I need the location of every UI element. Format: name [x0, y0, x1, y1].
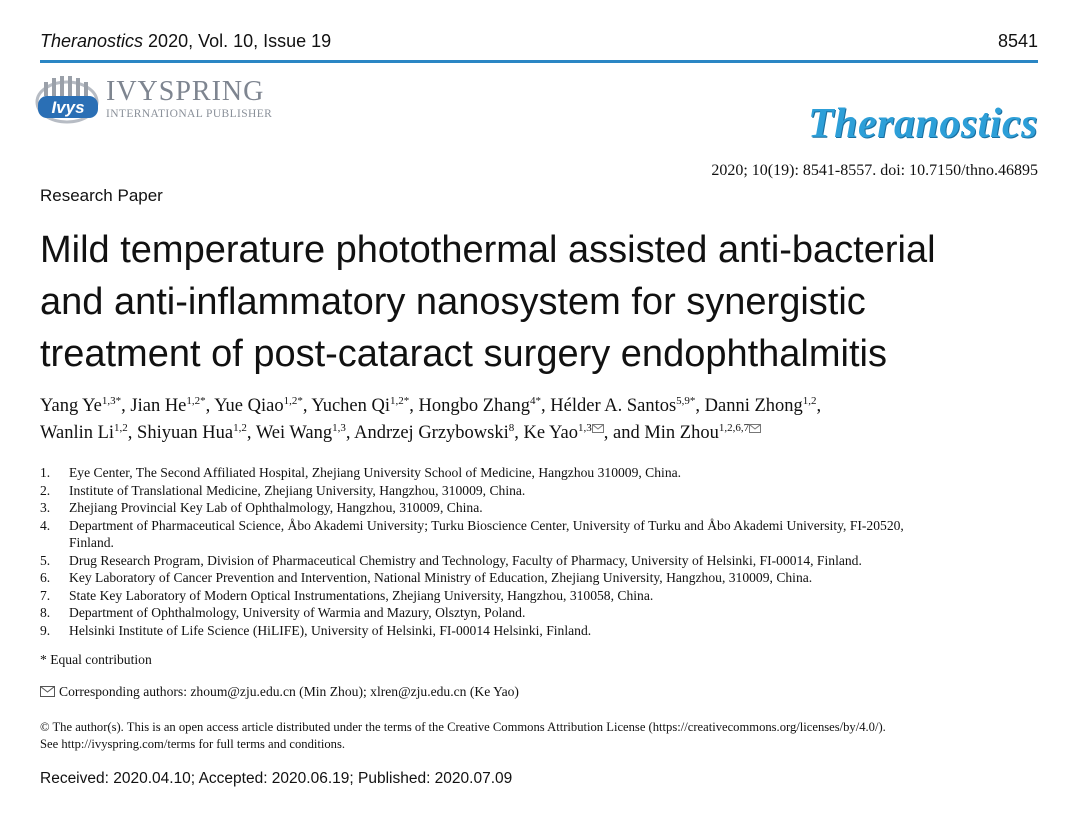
author: Hélder A. Santos$^{5,9*}$, — [550, 395, 705, 416]
publisher-name: IVYSPRING — [106, 76, 265, 107]
publication-dates: Received: 2020.04.10; Accepted: 2020.06.19; Published: 2020.07.09 — [40, 770, 513, 787]
title-line: Mild temperature photothermal assisted anti-bacterial — [40, 229, 936, 271]
article-type: Research Paper — [40, 186, 163, 205]
corresponding-text: Corresponding authors: zhoum@zju.edu.cn (Min Zhou); xlren@zju.edu.cn (Ke Yao) — [59, 684, 519, 699]
corresponding-authors — [40, 684, 519, 700]
author: Andrzej Grzybowski$^8$, — [354, 422, 524, 443]
author-line — [40, 393, 1040, 420]
journal-issue-line — [40, 31, 331, 52]
affiliation-item: Finland. — [69, 535, 114, 550]
affiliation-item: 5. Drug Research Program, Division of Pharmaceutical Chemistry and Technology, Faculty of Pharmacy, University of Helsinki, FI-00014, Finland. — [40, 552, 862, 568]
license-line: © The author(s). This is an open access article distributed under the terms of the Creative Commons Attribution License (https://creativecommons.org/licenses/by/4.0/). — [40, 720, 886, 734]
title-line: and anti-inflammatory nanosystem for synergistic — [40, 281, 866, 323]
envelope-icon[interactable] — [749, 424, 761, 433]
author: Danni Zhong$^{1,2}$, — [704, 395, 822, 416]
header-rule — [40, 60, 1038, 63]
affiliation-item: 6. Key Laboratory of Cancer Prevention and Intervention, National Ministry of Education, Zhejiang University, Hangzhou, 310009, China. — [40, 570, 813, 585]
publisher-logo — [34, 72, 274, 130]
author: Ke Yao$^{1,3}$ , — [523, 422, 613, 443]
affiliation-item: 3. Zhejiang Provincial Key Lab of Ophthalmology, Hangzhou, 310009, China. — [40, 500, 483, 515]
running-header — [40, 31, 1038, 57]
affiliation-item: 2. Institute of Translational Medicine, Zhejiang University, Hangzhou, 310009, China. — [40, 482, 526, 498]
author-line — [40, 420, 1040, 447]
envelope-icon[interactable] — [592, 424, 604, 433]
author: Shiyuan Hua$^{1,2}$, — [137, 422, 256, 443]
citation-doi: 2020; 10(19): 8541-8557. doi: 10.7150/thno.46895 — [711, 162, 1038, 179]
author: Yang $Ye^{1,3*}$, — [40, 395, 131, 416]
author: Yuchen $Qi^{1,2*}$, — [311, 395, 419, 416]
page-number: 8541 — [997, 31, 1038, 51]
publisher-subtitle: INTERNATIONAL PUBLISHER — [106, 108, 273, 120]
author: Yue Qiao$^{1,2*}$, — [214, 395, 312, 416]
affiliation-item: 7. State Key Laboratory of Modern Optical Instrumentations, Zhejiang University, Hangzhou, 310058, China. — [40, 587, 654, 603]
svg-text:Ivys: Ivys — [51, 98, 85, 117]
author: and Min Zhou$^{1,2,6,7}$ — [613, 423, 761, 443]
author: Wei Wang$^{1,3}$, — [255, 422, 355, 443]
issue-info: 2020, Vol. 10, Issue 19 — [143, 31, 332, 51]
license-line: See http://ivyspring.com/terms for full terms and conditions. — [40, 736, 346, 751]
author: Wanlin Li$^{1,2}$, — [40, 422, 138, 443]
affiliation-item: 8. Department of Ophthalmology, University of Warmia and Mazury, Olsztyn, Poland. — [40, 605, 526, 620]
affiliation-item: 9. Helsinki Institute of Life Science (HiLIFE), University of Helsinki, FI-00014 Helsinki, Finland. — [40, 622, 592, 638]
affiliation-item: 4. Department of Pharmaceutical Science, Åbo Akademi University; Turku Bioscience Center, University of Turku and Åbo Akademi University, FI-20520, — [40, 517, 904, 533]
ivyspring-logo-icon — [34, 72, 104, 130]
title-line: treatment of post-cataract surgery endophthalmitis — [40, 333, 887, 375]
envelope-icon — [40, 686, 55, 697]
affiliation-list — [40, 464, 1040, 639]
author: Jian $He^{1,2*}$, — [130, 395, 215, 416]
license-note — [40, 719, 1040, 752]
journal-logo: Theranostics — [807, 101, 1038, 147]
equal-contribution-note: * Equal contribution — [40, 652, 152, 667]
author-list — [40, 393, 1040, 447]
article-title — [40, 224, 1040, 380]
journal-name: Theranostics — [40, 31, 144, 51]
author: Hongbo Zhang$^{4*}$, — [418, 395, 551, 416]
affiliation-item: 1. Eye Center, The Second Affiliated Hospital, Zhejiang University School of Medicine, Hangzhou 310009, China. — [40, 465, 682, 480]
